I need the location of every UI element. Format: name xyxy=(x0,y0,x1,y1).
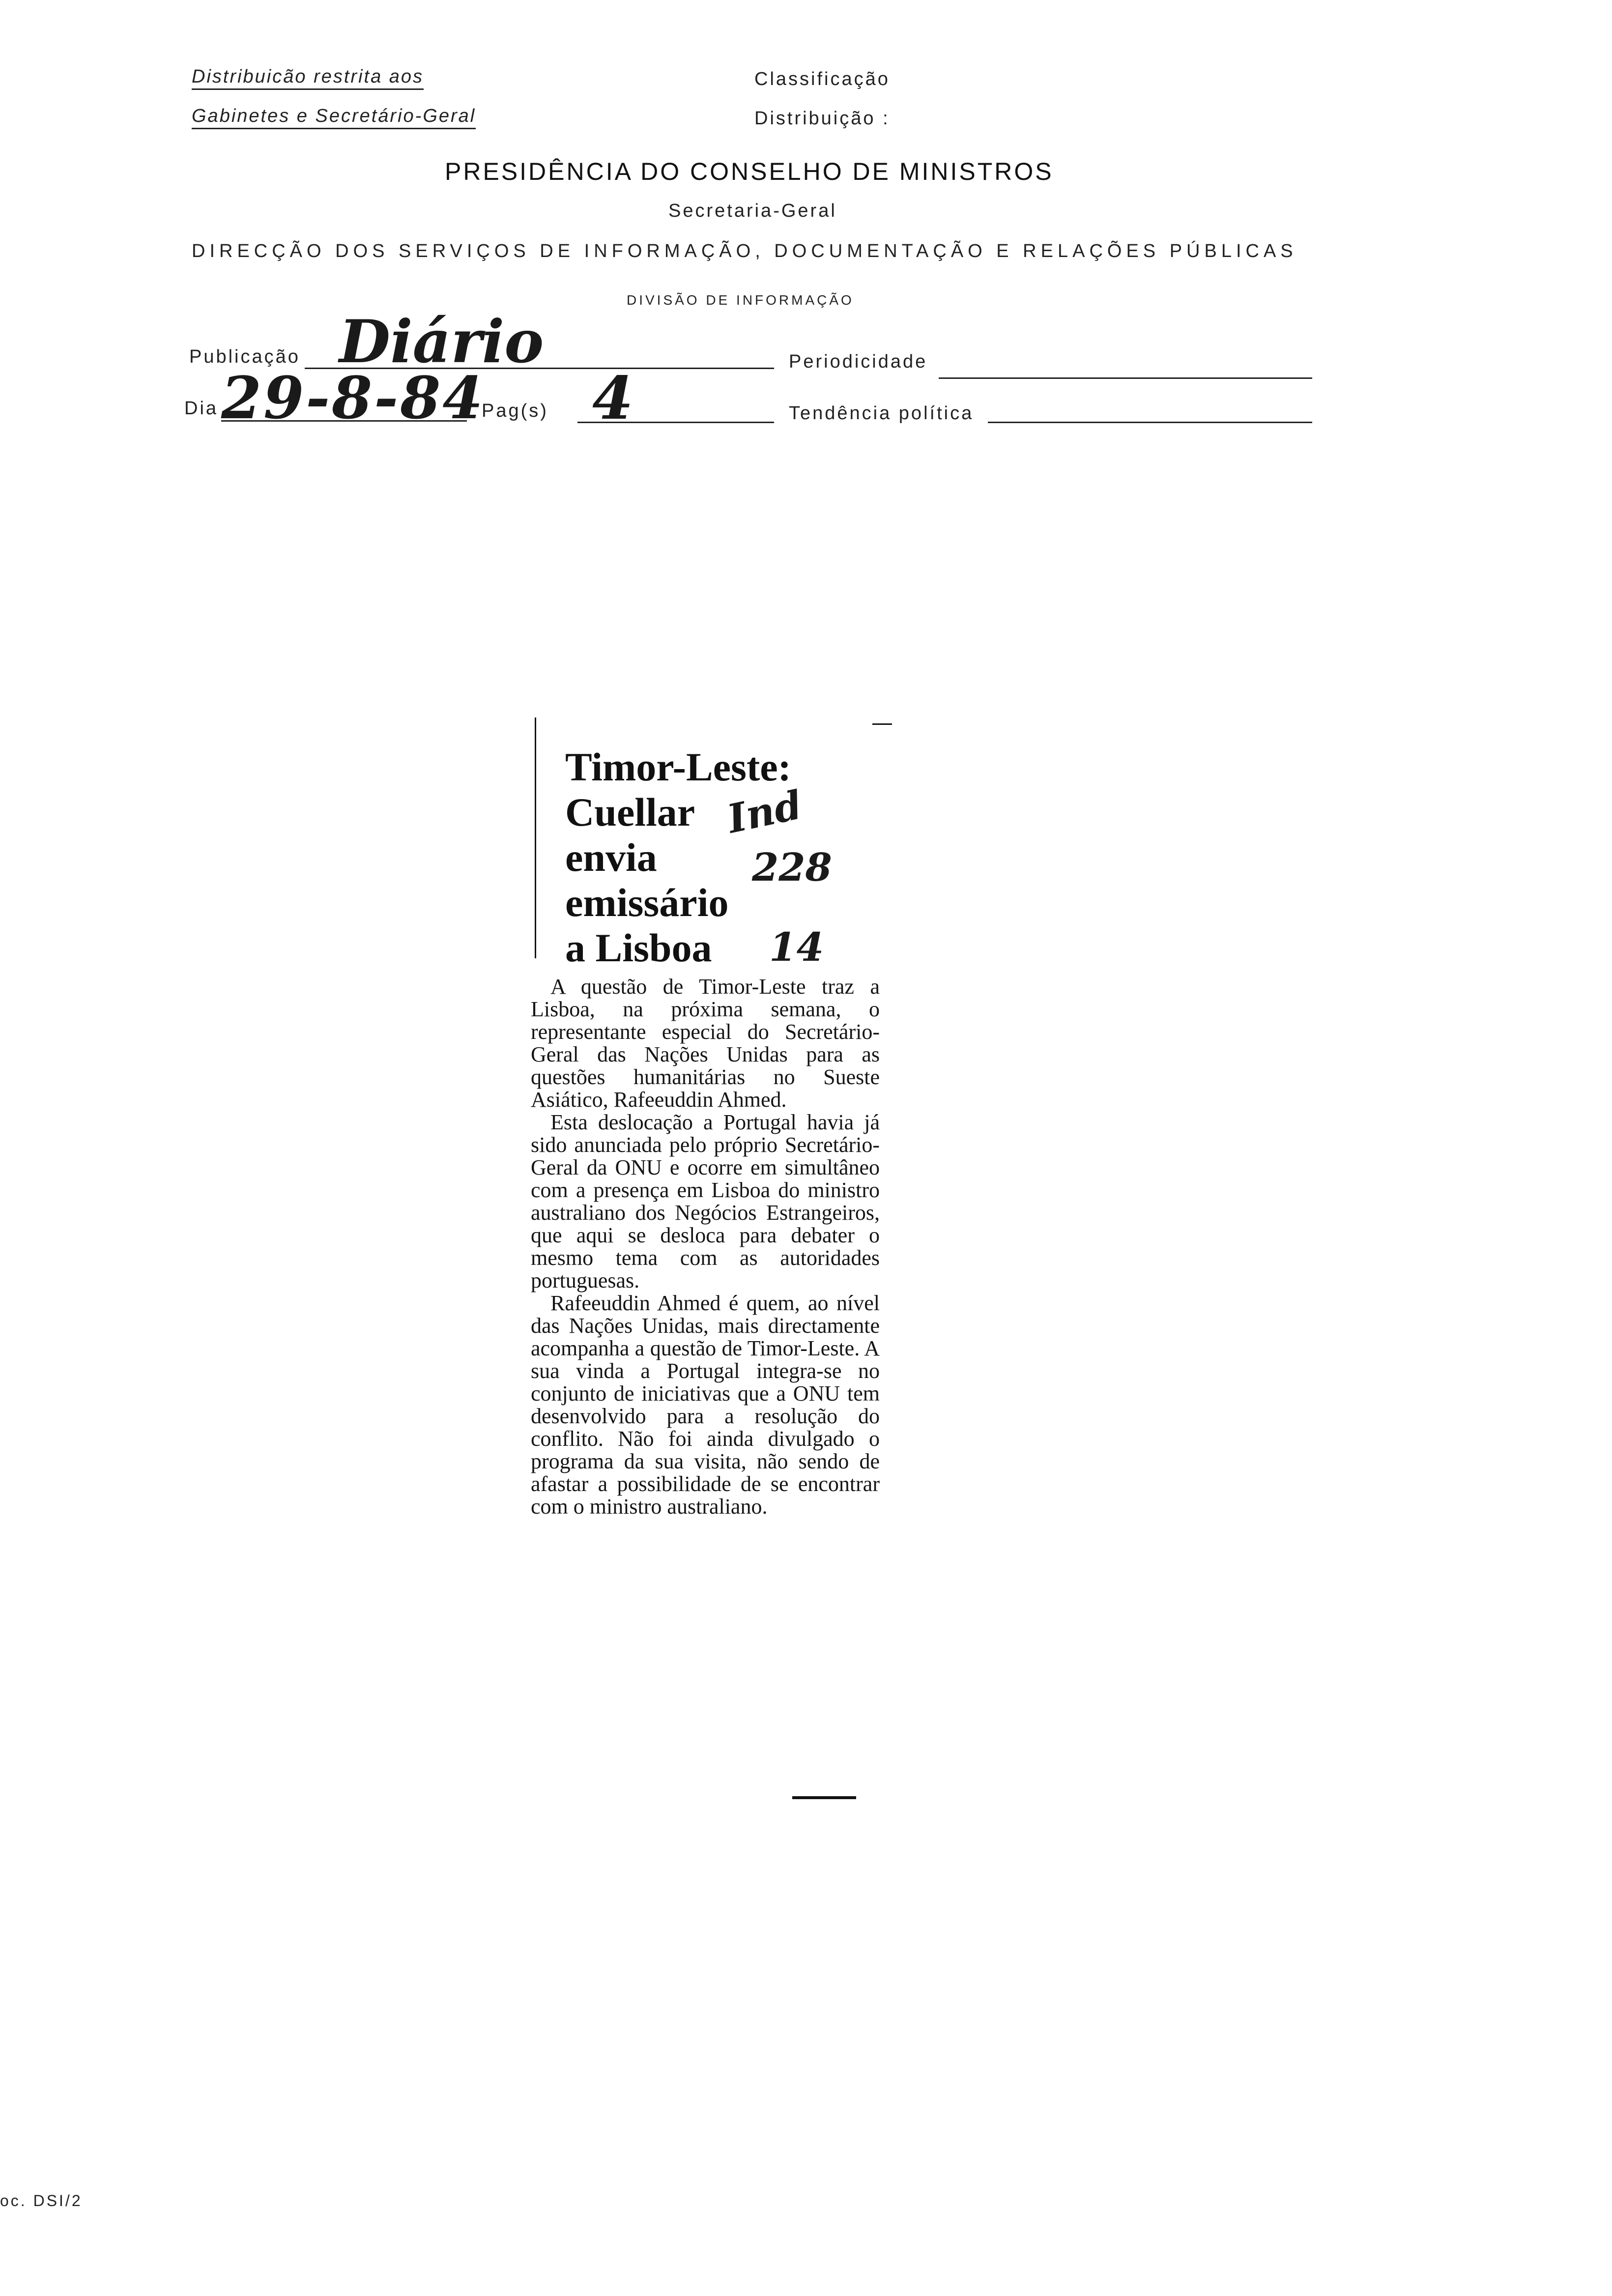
annotation-228: 228 xyxy=(752,845,832,890)
headline-line: emissário xyxy=(565,880,729,925)
page-title: PRESIDÊNCIA DO CONSELHO DE MINISTROS xyxy=(445,158,1054,185)
dia-handwritten: 29-8-84 xyxy=(221,364,485,432)
annotation-ind: Ind xyxy=(723,781,806,842)
headline-line: Timor-Leste: xyxy=(565,745,791,789)
article-body xyxy=(531,976,880,1518)
secretaria-label: Secretaria-Geral xyxy=(668,201,837,221)
document-code: oc. DSI/2 xyxy=(0,2192,83,2210)
headline-line: envia xyxy=(565,835,657,880)
distribution-note-line2: Gabinetes e Secretário-Geral xyxy=(192,106,476,129)
clipping-top-mark xyxy=(872,723,892,725)
article-headline xyxy=(565,745,880,971)
publicacao-handwritten: Diário xyxy=(339,307,544,376)
article-paragraph: Rafeeuddin Ahmed é quem, ao nível das Nações Unidas, mais directamente acompanha a questão de Timor-Leste. A sua vinda a Portugal integra-se no conjunto de iniciativas que a ONU tem desenvolvido para a resolução do conflito. Não foi ainda divulgado o programa da sua visita, não sendo de afastar a possibilidade de se encontrar com o ministro australiano. xyxy=(531,1291,880,1519)
classificacao-label: Classificação xyxy=(754,69,890,89)
clipping-left-border xyxy=(535,718,536,958)
tendencia-line xyxy=(988,422,1312,423)
periodicidade-line xyxy=(939,377,1312,379)
headline-line: Cuellar xyxy=(565,790,695,834)
clipping-end-mark xyxy=(792,1796,856,1799)
periodicidade-label: Periodicidade xyxy=(789,351,928,372)
publicacao-label: Publicação xyxy=(189,346,300,367)
pags-label: Pag(s) xyxy=(482,401,548,421)
headline-line: a Lisboa xyxy=(565,925,712,970)
distribution-note-line1: Distribuicão restrita aos xyxy=(192,66,424,90)
pags-handwritten: 4 xyxy=(592,364,633,433)
article-paragraph: A questão de Timor-Leste traz a Lisboa, na próxima semana, o representante especial do Secretário-Geral das Nações Unidas para as questões humanitárias no Sueste Asiático, Rafeeuddin Ahmed. xyxy=(531,975,880,1112)
annotation-14: 14 xyxy=(769,924,824,970)
direccao-label: DIRECÇÃO DOS SERVIÇOS DE INFORMAÇÃO, DOCUMENTAÇÃO E RELAÇÕES PÚBLICAS xyxy=(192,241,1297,261)
tendencia-label: Tendência política xyxy=(789,403,974,424)
dia-label: Dia xyxy=(184,398,219,419)
divisao-label: DIVISÃO DE INFORMAÇÃO xyxy=(627,292,854,308)
distribuicao-label: Distribuição : xyxy=(754,108,890,129)
article-paragraph: Esta deslocação a Portugal havia já sido anunciada pelo próprio Secretário-Geral da ONU e ocorre em simultâneo com a presença em Lisboa do ministro australiano dos Negócios Estrangeiros, que aqui se desloca para debater o mesmo tema com as autoridades portuguesas. xyxy=(531,1110,880,1292)
